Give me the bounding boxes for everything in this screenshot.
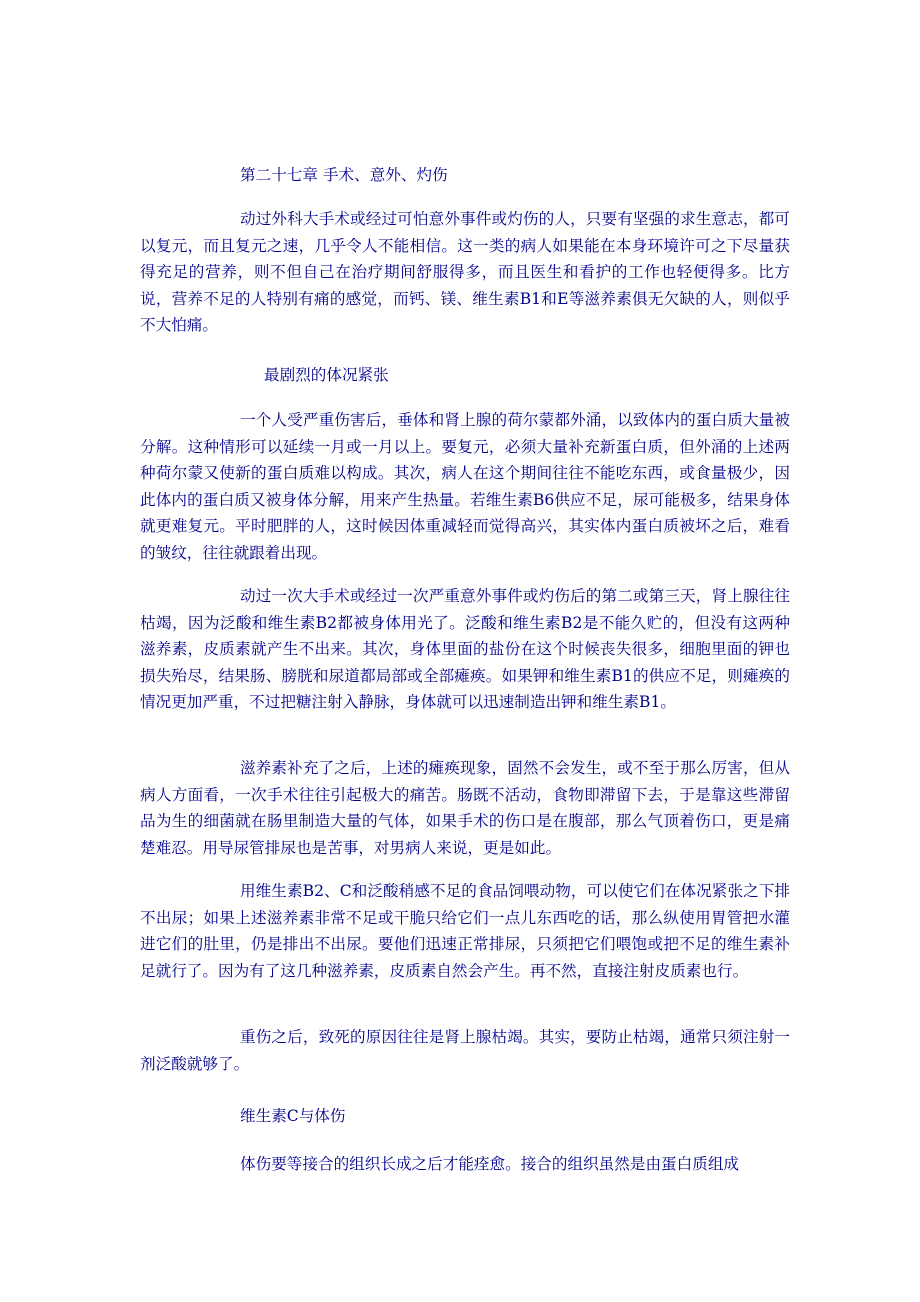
paragraph-vitamin-c-1: 体伤要等接合的组织长成之后才能痊愈。接合的组织虽然是由蛋白质组成	[240, 1155, 740, 1173]
chapter-title: 第二十七章 手术、意外、灼伤	[240, 166, 448, 184]
paragraph-stress-3: 滋养素补充了之后，上述的瘫痪现象，固然不会发生，或不至于那么厉害，但从病人方面看，一次手术往往引起极大的痛苦。肠既不活动，食物即滞留下去，于是靠这些滞留品为生的细菌就在肠里制造大量的气体，如果手术的伤口是在腹部，那么气顶着伤口，更是痛楚难忍。用导尿管排尿也是苦事，对男病人来说，更是如此。	[140, 759, 790, 857]
paragraph-stress-2: 动过一次大手术或经过一次严重意外事件或灼伤后的第二或第三天，肾上腺往往枯竭，因为泛酸和维生素B2都被身体用光了。泛酸和维生素B2是不能久贮的，但没有这两种滋养素，皮质素就产生不出来。其次，身体里面的盐份在这个时候丧失很多，细胞里面的钾也损失殆尽，结果肠、膀胱和尿道都局部或全部瘫痪。如果钾和维生素B1的供应不足，则瘫痪的情况更加严重，不过把糖注射入静脉，身体就可以迅速制造出钾和维生素B1。	[140, 587, 790, 711]
paragraph-stress-4: 用维生素B2、C和泛酸稍感不足的食品饲喂动物，可以使它们在体况紧张之下排不出尿；如果上述滋养素非常不足或干脆只给它们一点儿东西吃的话，那么纵使用胃管把水灌进它们的肚里，仍是排出不出尿。要他们迅速正常排尿，只须把它们喂饱或把不足的维生素补足就行了。因为有了这几种滋养素，皮质素自然会产生。再不然，直接注射皮质素也行。	[140, 882, 790, 980]
paragraph-stress-1: 一个人受严重伤害后，垂体和肾上腺的荷尔蒙都外涌，以致体内的蛋白质大量被分解。这种情形可以延续一月或一月以上。要复元，必须大量补充新蛋白质，但外涌的上述两种荷尔蒙又使新的蛋白质难以构成。其次，病人在这个期间往往不能吃东西，或食量极少，因此体内的蛋白质又被身体分解，用来产生热量。若维生素B6供应不足，尿可能极多，结果身体就更难复元。平时肥胖的人，这时候因体重减轻而觉得高兴，其实体内蛋白质被坏之后，难看的皱纹，往往就跟着出现。	[140, 411, 790, 562]
paragraph-stress-5: 重伤之后，致死的原因往往是肾上腺枯竭。其实，要防止枯竭，通常只须注射一剂泛酸就够了。	[140, 1028, 790, 1073]
section-heading-vitamin-c: 维生素C与体伤	[240, 1107, 346, 1125]
section-heading-stress: 最剧烈的体况紧张	[264, 366, 389, 384]
intro-paragraph: 动过外科大手术或经过可怕意外事件或灼伤的人，只要有坚强的求生意志，都可以复元，而且复元之速，几乎令人不能相信。这一类的病人如果能在本身环境许可之下尽量获得充足的营养，则不但自己在治疗期间舒服得多，而且医生和看护的工作也轻便得多。比方说，营养不足的人特别有痛的感觉，而钙、镁、维生素B1和E等滋养素俱无欠缺的人，则似乎不大怕痛。	[140, 210, 790, 334]
